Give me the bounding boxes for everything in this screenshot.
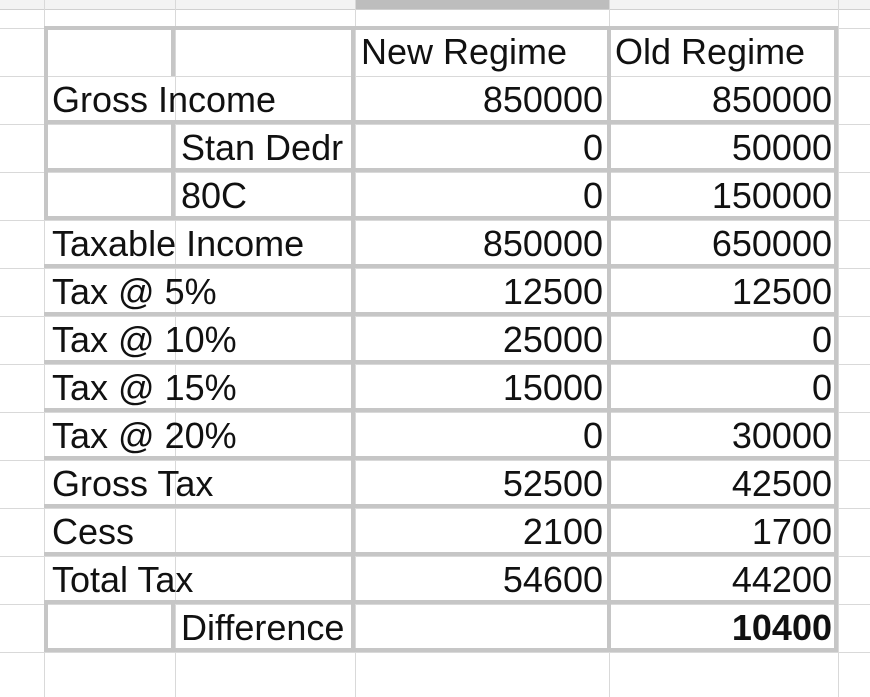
row-tax-5-old[interactable]: 12500 — [731, 271, 832, 312]
header-old-regime[interactable]: Old Regime — [615, 31, 806, 72]
row-gross-income-new[interactable]: 850000 — [482, 79, 603, 120]
row-total-tax-new[interactable]: 54600 — [502, 559, 603, 600]
row-gross-tax-new[interactable]: 52500 — [502, 463, 603, 504]
header-new-regime[interactable]: New Regime — [361, 31, 568, 72]
row-cess-old[interactable]: 1700 — [751, 511, 832, 552]
row-tax-5-label[interactable]: Tax @ 5% — [52, 271, 217, 312]
row-taxable-income-old[interactable]: 650000 — [711, 223, 832, 264]
row-gross-income-label[interactable]: Gross Income — [52, 79, 277, 120]
row-stan-dedr-old[interactable]: 50000 — [731, 127, 832, 168]
gridline — [0, 652, 870, 653]
row-80c-old[interactable]: 150000 — [711, 175, 832, 216]
gridline — [838, 0, 839, 697]
row-tax-15-label[interactable]: Tax @ 15% — [52, 367, 237, 408]
row-total-tax-old[interactable]: 44200 — [731, 559, 832, 600]
selected-column-header[interactable] — [355, 0, 609, 9]
row-stan-dedr-label[interactable]: Stan Dedr — [181, 127, 344, 168]
row-tax-10-old[interactable]: 0 — [811, 319, 832, 360]
row-cess-new[interactable]: 2100 — [522, 511, 603, 552]
row-tax-10-label[interactable]: Tax @ 10% — [52, 319, 237, 360]
difference-value[interactable]: 10400 — [731, 607, 832, 648]
row-tax-15-new[interactable]: 15000 — [502, 367, 603, 408]
row-tax-10-new[interactable]: 25000 — [502, 319, 603, 360]
row-tax-5-new[interactable]: 12500 — [502, 271, 603, 312]
row-80c-new[interactable]: 0 — [582, 175, 603, 216]
row-tax-20-old[interactable]: 30000 — [731, 415, 832, 456]
row-stan-dedr-new[interactable]: 0 — [582, 127, 603, 168]
row-tax-15-old[interactable]: 0 — [811, 367, 832, 408]
table-border — [171, 28, 175, 76]
row-taxable-income-label[interactable]: Taxable Income — [52, 223, 305, 264]
difference-label[interactable]: Difference — [181, 607, 345, 648]
row-gross-tax-label[interactable]: Gross Tax — [52, 463, 214, 504]
row-tax-20-label[interactable]: Tax @ 20% — [52, 415, 237, 456]
row-total-tax-label[interactable]: Total Tax — [52, 559, 194, 600]
table-border — [44, 604, 48, 652]
row-gross-income-old[interactable]: 850000 — [711, 79, 832, 120]
row-80c-label[interactable]: 80C — [181, 175, 248, 216]
row-taxable-income-new[interactable]: 850000 — [482, 223, 603, 264]
row-cess-label[interactable]: Cess — [52, 511, 135, 552]
row-tax-20-new[interactable]: 0 — [582, 415, 603, 456]
row-gross-tax-old[interactable]: 42500 — [731, 463, 832, 504]
